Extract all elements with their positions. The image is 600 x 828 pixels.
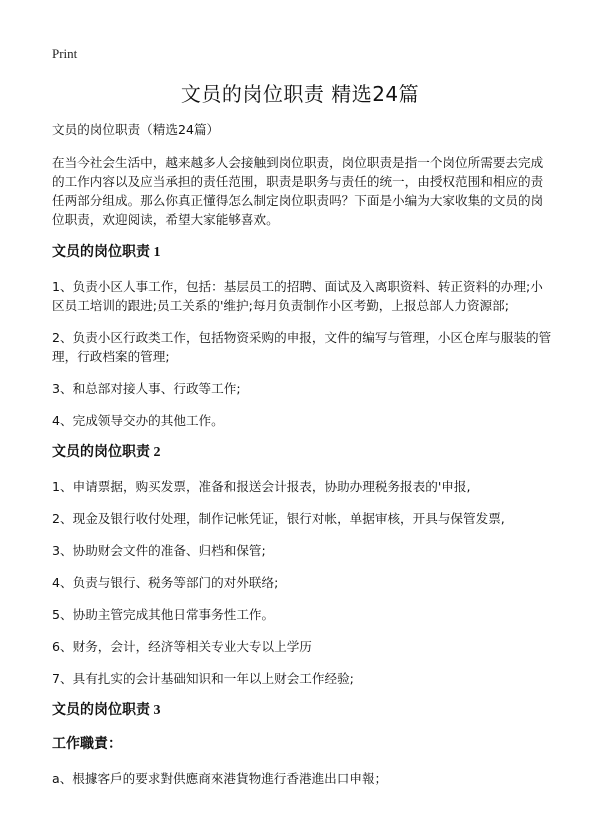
list-item: 4、负责与银行、税务等部门的对外联络; [52,575,279,590]
document-body [52,120,552,801]
section-heading-1: 文员的岗位职责 1 [52,245,161,260]
intro-paragraph: 在当今社会生活中，越来越多人会接触到岗位职责，岗位职责是指一个岗位所需要去完成的工作内容以及应当承担的责任范围，职责是职务与责任的统一，由授权范围和相应的责任两部分组成。那么你真正懂得怎么制定岗位职责吗？下面是小编为大家收集的文员的岗位职责，欢迎阅读，希望大家能够喜欢。 [52,155,544,227]
document-title: 文员的岗位职责 精选24篇 [180,82,420,106]
list-item: 3、和总部对接人事、行政等工作; [52,381,241,396]
list-item: 3、协助财会文件的准备、归档和保管; [52,543,266,558]
list-item: 5、协助主管完成其他日常事务性工作。 [52,607,275,622]
list-item: 1、负责小区人事工作，包括：基层员工的招聘、面试及入离职资料、转正资料的办理;小区员工培训的跟进;员工关系的'维护;每月负责制作小区考勤，上报总部人力资源部; [52,279,543,313]
list-item: 2、现金及银行收付处理，制作记帐凭证，银行对帐，单据审核，开具与保管发票, [52,511,505,526]
section-heading-2: 文员的岗位职责 2 [52,445,161,460]
list-item: 7、具有扎实的会计基础知识和一年以上财会工作经验; [52,671,354,686]
section-subheading: 工作職責： [52,737,122,752]
list-item: 4、完成领导交办的其他工作。 [52,413,224,428]
list-item: a、根據客戶的要求對供應商來港貨物進行香港進出口申報； [52,771,388,786]
list-item: 2、负责小区行政类工作，包括物资采购的申报，文件的编写与管理，小区仓库与服装的管理，行政档案的管理; [52,330,552,364]
section-heading-3: 文员的岗位职责 3 [52,703,161,718]
print-label[interactable]: Print [52,46,78,61]
list-item: 1、申请票据，购买发票，准备和报送会计报表，协助办理税务报表的'申报, [52,479,471,494]
document-subtitle: 文员的岗位职责（精选24篇） [52,122,220,137]
list-item: 6、财务，会计，经济等相关专业大专以上学历 [52,639,312,654]
